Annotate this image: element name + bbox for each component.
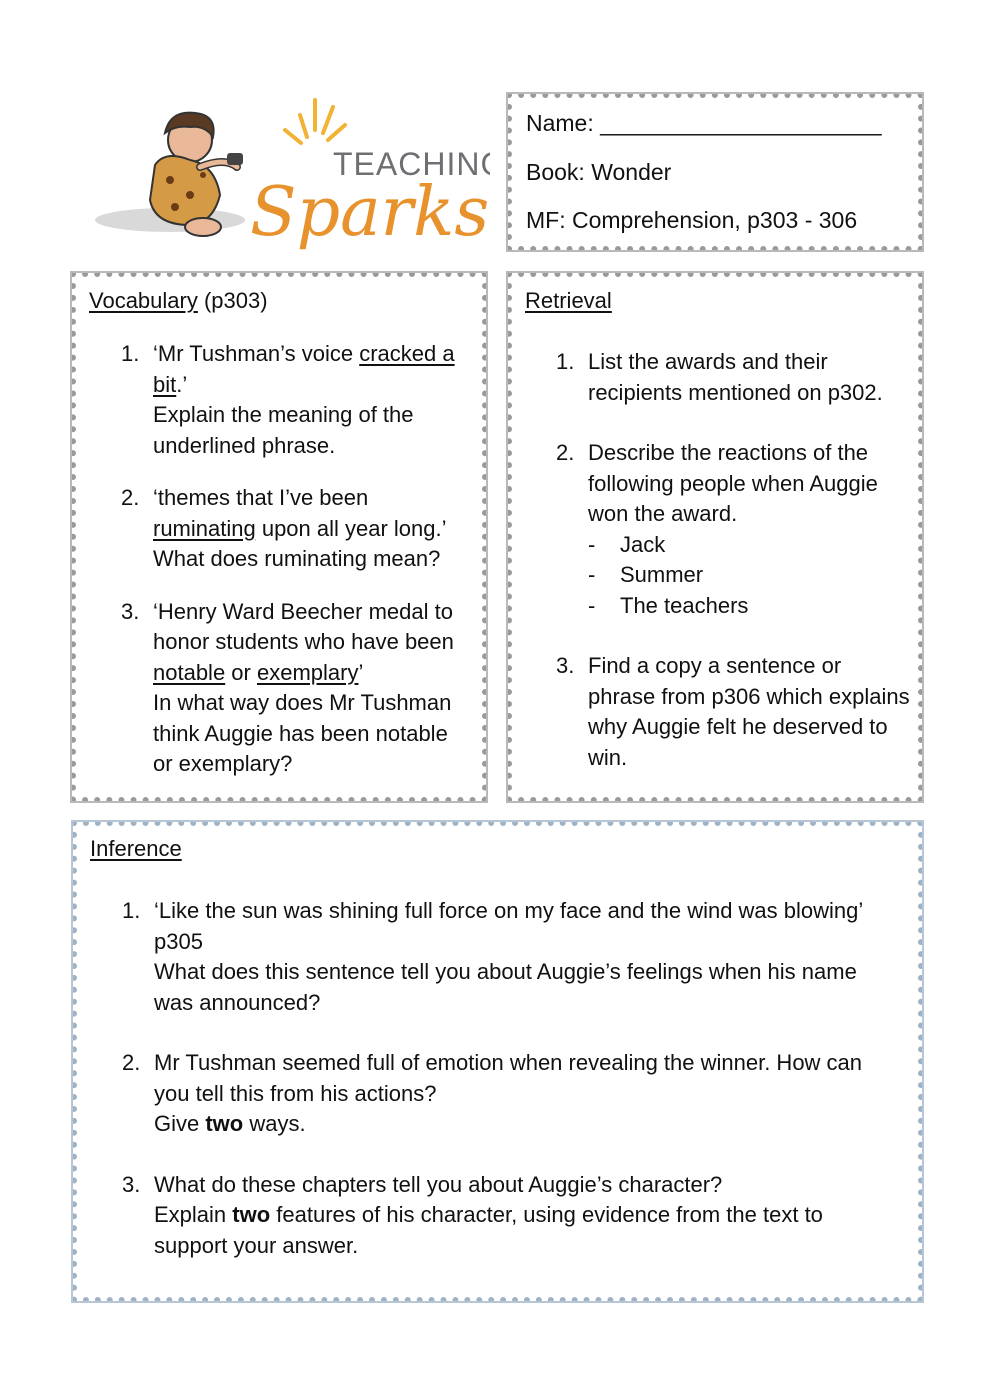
question-number: 1. (122, 898, 141, 923)
quote-text: ‘themes that I’ve been (153, 485, 369, 510)
question-number: 3. (556, 653, 575, 678)
vocabulary-page-ref: (p303) (197, 288, 268, 313)
question-text: What do these chapters tell you about Auggie’s character? (154, 1171, 723, 1197)
retrieval-questions (556, 347, 910, 773)
people-list (588, 530, 910, 622)
question-number: 2. (122, 1050, 141, 1075)
question-number: 3. (121, 598, 140, 624)
header-info-box (506, 92, 924, 252)
spark-rays-icon (285, 100, 345, 143)
underlined-word: notable (153, 659, 226, 685)
question-prompt: Explain the meaning of the underlined phrase. (153, 402, 414, 458)
inference-question-3 (122, 1170, 894, 1262)
retrieval-question-3 (556, 651, 910, 773)
book-title: Book: Wonder (526, 159, 672, 185)
quote-end: .’ (176, 371, 188, 397)
question-text: Find a copy a sentence or phrase from p306 which explains why Auggie felt he deserved to win. (588, 653, 910, 770)
person-item: - The teachers (588, 591, 910, 622)
quote-text: ‘Henry Ward Beecher medal to honor students who have been (153, 598, 454, 654)
vocabulary-questions (121, 339, 471, 780)
logo-word-sparks: Sparks (250, 173, 490, 252)
question-number: 1. (556, 349, 575, 374)
instruction-text: Explain (154, 1202, 233, 1227)
retrieval-question-1 (556, 347, 910, 408)
vocabulary-heading-row (89, 288, 268, 314)
name-label: Name: (526, 110, 594, 136)
teaching-sparks-logo (95, 95, 490, 255)
vocabulary-question-1 (121, 339, 471, 461)
question-text: List the awards and their recipients mentioned on p302. (588, 349, 883, 405)
retrieval-question-2 (556, 438, 910, 621)
inference-question-1 (122, 896, 894, 1018)
quote-text: ‘Like the sun was shining full force on my face and the wind was blowing’ p305 (154, 898, 863, 954)
question-number: 1. (121, 341, 140, 366)
inference-question-2 (122, 1048, 894, 1140)
person-item: - Summer (588, 560, 910, 591)
question-text: Describe the reactions of the following people when Auggie won the award. (588, 440, 878, 526)
question-number: 2. (121, 485, 140, 510)
inference-section (71, 820, 924, 1303)
question-instruction (154, 1200, 894, 1261)
underlined-word: ruminating (153, 515, 256, 541)
inference-heading: Inference (90, 836, 182, 861)
logo-graphic (95, 95, 490, 255)
question-text: Mr Tushman seemed full of emotion when revealing the winner. How can you tell this from his actions? (154, 1050, 863, 1106)
vocabulary-section (70, 271, 488, 803)
question-number: 2. (556, 440, 575, 465)
retrieval-heading: Retrieval (525, 288, 612, 313)
quote-connector: or (225, 659, 257, 685)
quote-end: upon all year long.’ (255, 515, 447, 541)
vocabulary-heading: Vocabulary (89, 288, 198, 313)
question-instruction (154, 1109, 894, 1140)
question-prompt: What does this sentence tell you about Auggie’s feelings when his name was announced? (154, 959, 857, 1015)
vocabulary-question-3 (121, 597, 471, 780)
instruction-emphasis: two (232, 1202, 271, 1227)
instruction-text: features of his character, using evidence from the text to support your answer. (154, 1202, 823, 1258)
question-number: 3. (122, 1171, 141, 1197)
retrieval-section (506, 271, 924, 803)
person-item: - Jack (588, 530, 910, 561)
instruction-text: Give (154, 1111, 206, 1136)
inference-questions (122, 896, 894, 1261)
question-prompt: In what way does Mr Tushman think Auggie has been notable or exemplary? (153, 690, 452, 776)
underlined-phrase: cracked a bit (153, 341, 455, 397)
question-prompt: What does ruminating mean? (153, 546, 441, 571)
instruction-emphasis: two (205, 1111, 244, 1136)
vocabulary-question-2 (121, 483, 471, 575)
name-field[interactable]: ______________________ (600, 110, 882, 136)
logo-word-teaching: TEACHING (333, 146, 490, 182)
quote-text: ‘Mr Tushman’s voice (153, 341, 360, 366)
focus-line: MF: Comprehension, p303 - 306 (526, 207, 858, 233)
underlined-word: exemplary (256, 659, 359, 685)
name-row (526, 110, 882, 137)
quote-end: ’ (358, 659, 364, 685)
instruction-text: ways. (243, 1111, 306, 1136)
